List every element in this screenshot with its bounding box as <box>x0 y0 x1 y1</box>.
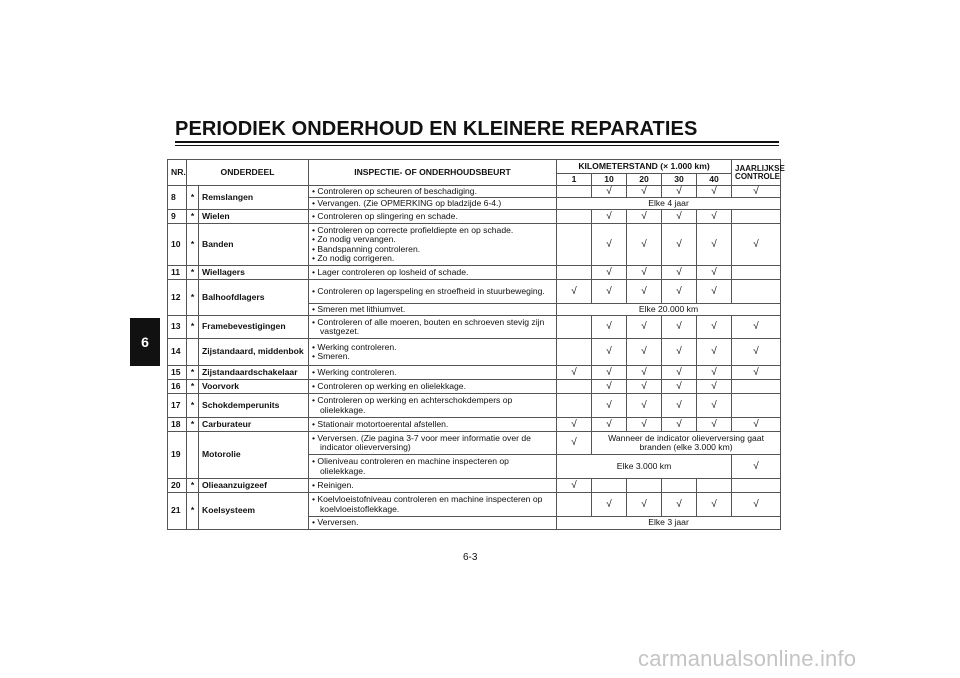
row-action <box>309 455 557 479</box>
action-line: • Controleren op werking en olielekkage. <box>312 380 466 391</box>
page-title: PERIODIEK ONDERHOUD EN KLEINERE REPARATIES <box>175 118 698 140</box>
row-part: Balhoofdlagers <box>199 280 309 316</box>
action-line: • Controleren op correcte profieldiepte en op schade. <box>312 224 514 235</box>
km-check: √ <box>697 339 732 366</box>
page-number: 6-3 <box>463 552 478 563</box>
km-check: √ <box>697 266 732 280</box>
km-check: √ <box>627 316 662 339</box>
table-row <box>168 493 781 517</box>
km-check <box>557 339 592 366</box>
action-line: • Smeren met lithiumvet. <box>312 303 406 314</box>
km-check: √ <box>557 432 592 455</box>
km-check: √ <box>662 224 697 266</box>
interval-span: Wanneer de indicator olieverversing gaat branden (elke 3.000 km) <box>592 432 781 455</box>
row-number: 20 <box>168 479 187 493</box>
row-part: Voorvork <box>199 380 309 394</box>
table-row <box>168 479 781 493</box>
row-action <box>309 394 557 418</box>
km-check: √ <box>697 224 732 266</box>
km-check <box>557 186 592 198</box>
row-action <box>309 266 557 280</box>
header-action: INSPECTIE- OF ONDERHOUDSBEURT <box>309 160 557 186</box>
header-km-col: 1 <box>557 174 592 186</box>
km-check: √ <box>697 280 732 304</box>
km-check: √ <box>557 280 592 304</box>
km-check: √ <box>627 186 662 198</box>
km-check: √ <box>662 280 697 304</box>
km-check <box>557 493 592 517</box>
annual-check <box>732 210 781 224</box>
km-check: √ <box>592 316 627 339</box>
row-star <box>187 432 199 479</box>
header-nr: NR. <box>168 160 187 186</box>
row-action <box>309 380 557 394</box>
km-check: √ <box>627 394 662 418</box>
row-part: Zijstandaardschakelaar <box>199 366 309 380</box>
action-line: • Vervangen. (Zie OPMERKING op bladzijde 6-4.) <box>312 197 502 208</box>
row-action <box>309 304 557 316</box>
row-number: 14 <box>168 339 187 366</box>
table-row <box>168 432 781 455</box>
table-row <box>168 339 781 366</box>
action-line: • Verversen. <box>312 517 359 528</box>
km-check: √ <box>627 418 662 432</box>
km-check: √ <box>627 339 662 366</box>
km-check: √ <box>592 266 627 280</box>
km-check: √ <box>627 266 662 280</box>
row-star: * <box>187 210 199 224</box>
annual-check: √ <box>732 316 781 339</box>
km-check: √ <box>627 224 662 266</box>
km-check: √ <box>592 493 627 517</box>
row-part: Framebevestigingen <box>199 316 309 339</box>
row-star: * <box>187 280 199 316</box>
table-row <box>168 366 781 380</box>
maintenance-table <box>167 159 785 530</box>
title-rule <box>175 141 779 143</box>
action-line: • Koelvloeistofniveau controleren en machine inspecteren op koelvloeistoflekkage. <box>312 494 543 514</box>
annual-check: √ <box>732 493 781 517</box>
row-action <box>309 517 557 530</box>
row-number: 10 <box>168 224 187 266</box>
km-check: √ <box>592 280 627 304</box>
row-action <box>309 479 557 493</box>
header-part: ONDERDEEL <box>187 160 309 186</box>
annual-check: √ <box>732 366 781 380</box>
row-number: 19 <box>168 432 187 479</box>
table-row <box>168 280 781 304</box>
km-check: √ <box>592 224 627 266</box>
km-check: √ <box>697 394 732 418</box>
header-km-col: 10 <box>592 174 627 186</box>
km-check: √ <box>697 316 732 339</box>
row-star: * <box>187 186 199 210</box>
row-number: 13 <box>168 316 187 339</box>
km-check: √ <box>697 418 732 432</box>
km-check <box>557 266 592 280</box>
km-check: √ <box>662 210 697 224</box>
row-action <box>309 280 557 304</box>
km-check <box>557 224 592 266</box>
km-check: √ <box>627 493 662 517</box>
action-line: • Verversen. (Zie pagina 3-7 voor meer informatie over de indicator olieverversing) <box>312 432 531 452</box>
row-star: * <box>187 224 199 266</box>
km-check: √ <box>592 210 627 224</box>
table-row <box>168 210 781 224</box>
row-part: Banden <box>199 224 309 266</box>
km-check: √ <box>662 394 697 418</box>
row-action <box>309 210 557 224</box>
km-check: √ <box>557 366 592 380</box>
row-star: * <box>187 266 199 280</box>
row-action <box>309 224 557 266</box>
row-part: Carburateur <box>199 418 309 432</box>
annual-check: √ <box>732 186 781 198</box>
annual-check: √ <box>732 339 781 366</box>
annual-check <box>732 479 781 493</box>
annual-check <box>732 280 781 304</box>
row-number: 15 <box>168 366 187 380</box>
row-star: * <box>187 394 199 418</box>
km-check <box>697 479 732 493</box>
annual-check: √ <box>732 224 781 266</box>
annual-check: √ <box>732 455 781 479</box>
km-check <box>627 479 662 493</box>
km-check: √ <box>662 186 697 198</box>
km-check: √ <box>697 210 732 224</box>
table-row <box>168 394 781 418</box>
header-km-col: 30 <box>662 174 697 186</box>
row-star: * <box>187 380 199 394</box>
row-part: Motorolie <box>199 432 309 479</box>
action-line: • Controleren op slingering en schade. <box>312 210 458 221</box>
km-check: √ <box>697 366 732 380</box>
row-number: 12 <box>168 280 187 316</box>
action-line: • Controleren of alle moeren, bouten en schroeven stevig zijn vastgezet. <box>312 316 545 336</box>
row-action <box>309 366 557 380</box>
header-km-col: 40 <box>697 174 732 186</box>
row-part: Remslangen <box>199 186 309 210</box>
row-star: * <box>187 479 199 493</box>
km-check: √ <box>662 339 697 366</box>
row-part: Olieaanzuigzeef <box>199 479 309 493</box>
watermark: carmanualsonline.info <box>638 646 857 671</box>
km-check: √ <box>592 339 627 366</box>
row-number: 18 <box>168 418 187 432</box>
table-row <box>168 224 781 266</box>
km-check: √ <box>557 418 592 432</box>
table-row <box>168 380 781 394</box>
row-number: 17 <box>168 394 187 418</box>
chapter-tab: 6 <box>130 318 160 366</box>
km-check: √ <box>627 280 662 304</box>
row-action <box>309 432 557 455</box>
row-action <box>309 198 557 210</box>
action-line: • Smeren. <box>312 351 350 361</box>
action-line: • Werking controleren. <box>312 366 397 377</box>
km-check <box>557 316 592 339</box>
row-number: 9 <box>168 210 187 224</box>
header-km-col: 20 <box>627 174 662 186</box>
header-km: KILOMETERSTAND (× 1.000 km) <box>557 160 732 174</box>
km-check: √ <box>592 186 627 198</box>
row-star: * <box>187 493 199 530</box>
km-check <box>557 210 592 224</box>
km-check: √ <box>697 186 732 198</box>
action-line: • Olieniveau controleren en machine inspecteren op olielekkage. <box>312 456 509 476</box>
km-check: √ <box>662 493 697 517</box>
km-check <box>592 479 627 493</box>
row-star: * <box>187 366 199 380</box>
row-number: 21 <box>168 493 187 530</box>
row-star <box>187 339 199 366</box>
table-row <box>168 186 781 198</box>
row-action <box>309 418 557 432</box>
annual-check <box>732 380 781 394</box>
annual-check <box>732 394 781 418</box>
km-check <box>557 380 592 394</box>
km-check: √ <box>697 380 732 394</box>
annual-check: √ <box>732 418 781 432</box>
row-part: Wiellagers <box>199 266 309 280</box>
row-action <box>309 186 557 198</box>
km-check: √ <box>592 394 627 418</box>
row-part: Koelsysteem <box>199 493 309 530</box>
table-row <box>168 266 781 280</box>
row-number: 8 <box>168 186 187 210</box>
table-row <box>168 418 781 432</box>
row-star: * <box>187 316 199 339</box>
action-line: • Controleren op lagerspeling en stroefheid in stuurbeweging. <box>312 285 545 296</box>
row-part: Wielen <box>199 210 309 224</box>
action-line: • Reinigen. <box>312 479 354 490</box>
km-check: √ <box>627 210 662 224</box>
interval-span: Elke 20.000 km <box>557 304 781 316</box>
km-check: √ <box>662 380 697 394</box>
action-line: • Stationair motortoerental afstellen. <box>312 418 449 429</box>
km-check: √ <box>662 418 697 432</box>
km-check: √ <box>627 366 662 380</box>
annual-check <box>732 266 781 280</box>
row-action <box>309 339 557 366</box>
row-part: Zijstandaard, middenbok <box>199 339 309 366</box>
action-line: • Lager controleren op losheid of schade. <box>312 266 469 277</box>
interval-span: Elke 4 jaar <box>557 198 781 210</box>
interval-span: Elke 3 jaar <box>557 517 781 530</box>
title-rule-thin <box>175 145 779 146</box>
table-row <box>168 316 781 339</box>
row-number: 11 <box>168 266 187 280</box>
km-check: √ <box>592 418 627 432</box>
row-number: 16 <box>168 380 187 394</box>
row-action <box>309 493 557 517</box>
interval-span: Elke 3.000 km <box>557 455 732 479</box>
action-line: • Werking controleren. <box>312 341 397 352</box>
row-part: Schokdemperunits <box>199 394 309 418</box>
km-check <box>662 479 697 493</box>
action-line: • Zo nodig vervangen. <box>312 234 396 244</box>
row-star: * <box>187 418 199 432</box>
km-check: √ <box>662 266 697 280</box>
km-check: √ <box>557 479 592 493</box>
km-check: √ <box>592 380 627 394</box>
action-line: • Zo nodig corrigeren. <box>312 253 395 263</box>
km-check: √ <box>697 493 732 517</box>
km-check <box>557 394 592 418</box>
row-action <box>309 316 557 339</box>
km-check: √ <box>627 380 662 394</box>
km-check: √ <box>662 316 697 339</box>
header-annual: JAARLIJKSE CONTROLE <box>732 160 781 186</box>
action-line: • Bandspanning controleren. <box>312 243 421 254</box>
km-check: √ <box>662 366 697 380</box>
action-line: • Controleren op scheuren of beschadiging. <box>312 185 477 196</box>
action-line: • Controleren op werking en achterschokdempers op olielekkage. <box>312 395 513 415</box>
km-check: √ <box>592 366 627 380</box>
